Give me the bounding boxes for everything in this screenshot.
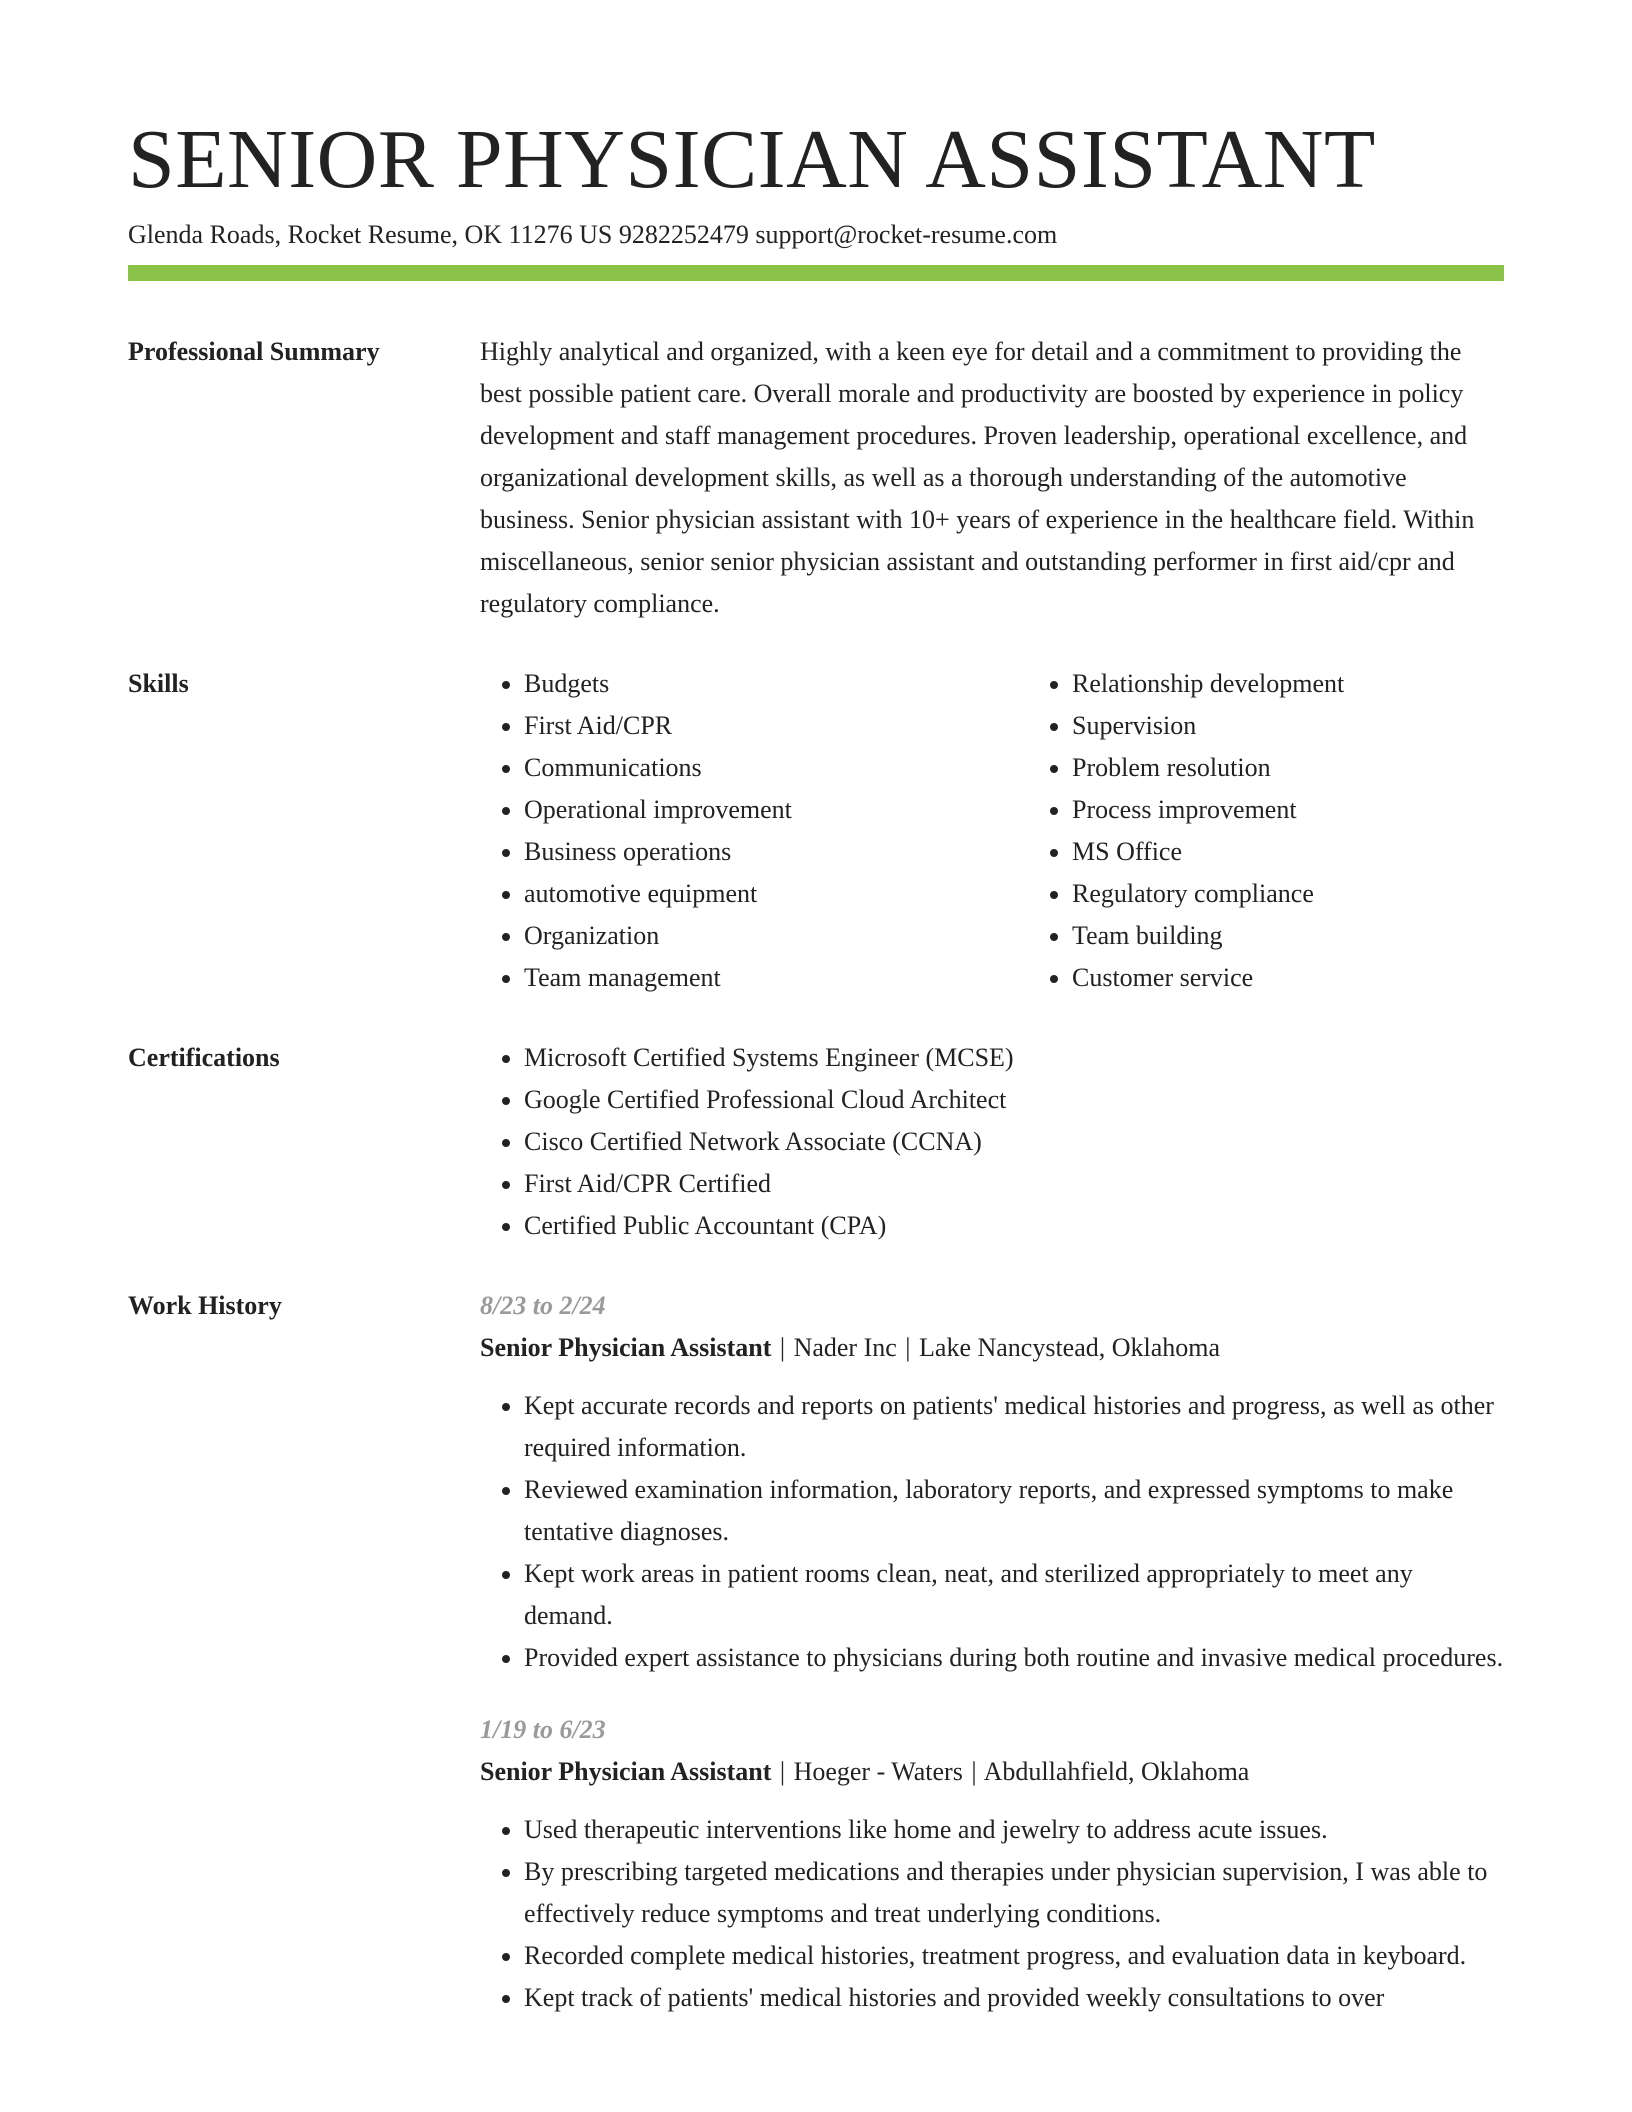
job-bullets — [480, 1385, 1504, 1679]
skill-item: • Operational improvement — [524, 789, 1028, 831]
contact-email: support@rocket-resume.com — [755, 219, 1058, 249]
job-separator: | — [779, 1757, 786, 1787]
job-bullet: • Used therapeutic interventions like home and jewelry to address acute issues. — [524, 1809, 1504, 1851]
skill-item: • MS Office — [1072, 831, 1576, 873]
job-bullet: • Provided expert assistance to physicians during both routine and invasive medical procedures. — [524, 1637, 1504, 1679]
certification-item: • Microsoft Certified Systems Engineer (MCSE) — [524, 1037, 1504, 1079]
certifications-section-body — [480, 1037, 1504, 1247]
skill-item: • First Aid/CPR — [524, 705, 1028, 747]
work-history-section-body — [480, 1285, 1504, 2019]
job-bullet: • Recorded complete medical histories, treatment progress, and evaluation data in keyboard. — [524, 1935, 1504, 1977]
skill-item: • Problem resolution — [1072, 747, 1576, 789]
job-separator: | — [971, 1757, 977, 1787]
certification-item: • Certified Public Accountant (CPA) — [524, 1205, 1504, 1247]
job-separator: | — [905, 1333, 911, 1363]
job-bullet: • Kept track of patients' medical histories and provided weekly consultations to over — [524, 1977, 1504, 2019]
summary-section-body — [480, 331, 1504, 625]
job-company: Hoeger - Waters — [793, 1757, 963, 1787]
summary-section — [128, 331, 1504, 625]
summary-text: Highly analytical and organized, with a keen eye for detail and a commitment to providing the best possible patient care. Overall morale and productivity are boosted by experience in policy development and staff management procedures. Proven leadership, operational excellence, and organizational development skills, as well as a thorough understanding of the automotive business. Senior physician assistant with 10+ years of experience in the healthcare field. Within miscellaneous, senior senior physician assistant and outstanding performer in first aid/cpr and regulatory compliance. — [480, 337, 1475, 619]
job-bullet: • By prescribing targeted medications and therapies under physician supervision, I was able to effectively reduce symptoms and treat underlying conditions. — [524, 1851, 1504, 1935]
work-history-section — [128, 1285, 1504, 2019]
certification-item: • First Aid/CPR Certified — [524, 1163, 1504, 1205]
contact-line — [128, 217, 1504, 253]
skill-item: • Organization — [524, 915, 1028, 957]
job-entry — [480, 1709, 1504, 2019]
skill-item: • automotive equipment — [524, 873, 1028, 915]
resume-page — [128, 110, 1504, 2019]
job-bullet: • Kept accurate records and reports on patients' medical histories and progress, as well as other required information. — [524, 1385, 1504, 1469]
skill-item: • Team management — [524, 957, 1028, 999]
job-heading-line — [480, 1327, 1504, 1369]
resume-name-heading: SENIOR PHYSICIAN ASSISTANT — [128, 113, 1376, 206]
certification-item: • Google Certified Professional Cloud Architect — [524, 1079, 1504, 1121]
job-heading-line — [480, 1751, 1504, 1793]
skill-item: • Relationship development — [1072, 663, 1576, 705]
job-dates: 8/23 to 2/24 — [480, 1291, 606, 1321]
contact-address: Glenda Roads, Rocket Resume, OK 11276 US — [128, 219, 613, 249]
job-bullet: • Reviewed examination information, laboratory reports, and expressed symptoms to make tentative diagnoses. — [524, 1469, 1504, 1553]
job-separator: | — [779, 1333, 786, 1363]
skill-item: • Communications — [524, 747, 1028, 789]
skill-item: • Team building — [1072, 915, 1576, 957]
skills-section — [128, 663, 1504, 999]
job-title: Senior Physician Assistant — [480, 1333, 772, 1363]
job-entry — [480, 1285, 1504, 1679]
certifications-section — [128, 1037, 1504, 1247]
skills-section-title: Skills — [128, 669, 189, 699]
job-title: Senior Physician Assistant — [480, 1757, 772, 1787]
certifications-list — [480, 1037, 1504, 1247]
skill-item: • Supervision — [1072, 705, 1576, 747]
skill-item: • Process improvement — [1072, 789, 1576, 831]
job-bullets — [480, 1809, 1504, 2019]
skill-item: • Regulatory compliance — [1072, 873, 1576, 915]
skill-item: • Customer service — [1072, 957, 1576, 999]
skills-list-left — [480, 663, 1028, 999]
job-dates: 1/19 to 6/23 — [480, 1715, 606, 1745]
skill-item: • Budgets — [524, 663, 1028, 705]
summary-section-title: Professional Summary — [128, 337, 380, 367]
job-location: Abdullahfield, Oklahoma — [983, 1757, 1250, 1787]
certification-item: • Cisco Certified Network Associate (CCNA) — [524, 1121, 1504, 1163]
skills-list-right — [1028, 663, 1576, 999]
header-accent-divider — [128, 265, 1504, 281]
work-history-section-title: Work History — [128, 1291, 282, 1321]
skill-item: • Business operations — [524, 831, 1028, 873]
certifications-section-title: Certifications — [128, 1043, 280, 1073]
job-company: Nader Inc — [793, 1333, 897, 1363]
job-location: Lake Nancystead, Oklahoma — [919, 1333, 1221, 1363]
skills-section-body — [480, 663, 1576, 999]
job-bullet: • Kept work areas in patient rooms clean, neat, and sterilized appropriately to meet any demand. — [524, 1553, 1504, 1637]
skills-grid — [480, 663, 1576, 999]
contact-phone: 9282252479 — [618, 219, 749, 249]
